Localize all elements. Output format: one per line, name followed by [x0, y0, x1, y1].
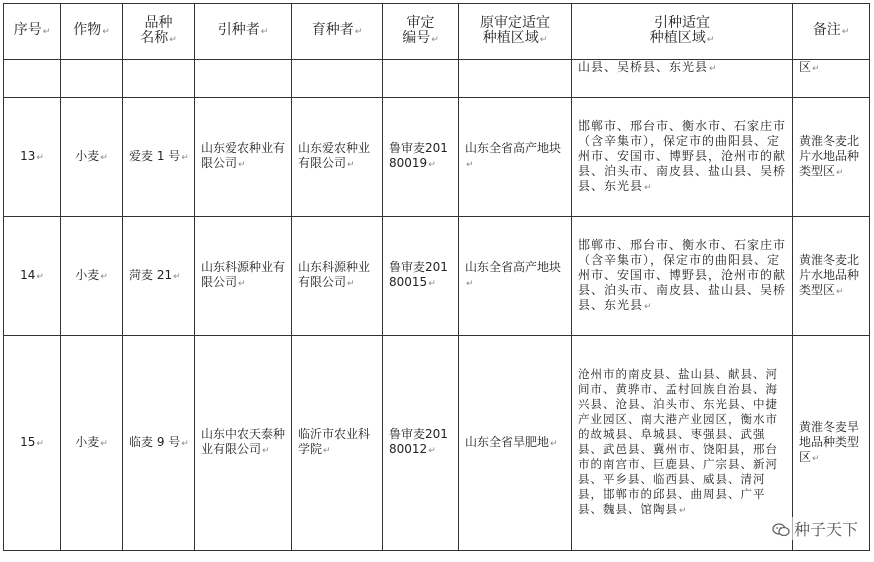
- watermark-text: 种子天下: [793, 520, 858, 539]
- header-reg-no: 审定 编号↵: [383, 4, 459, 60]
- header-note: 备注↵: [793, 4, 870, 60]
- header-introducer: 引种者↵: [195, 4, 292, 60]
- cell-breeder: 山东爱农种业有限公司↵: [292, 98, 383, 217]
- cell-no: 13↵: [4, 98, 61, 217]
- cell-orig-region: 山东全省高产地块↵: [459, 217, 572, 336]
- table-row: [4, 336, 870, 551]
- cell-orig-region: 山东全省旱肥地↵: [459, 336, 572, 551]
- cell-variety: 临麦 9 号↵: [123, 336, 195, 551]
- header-variety: 品种 名称↵: [123, 4, 195, 60]
- cell-note: 黄淮冬麦北片水地品种类型区↵: [793, 98, 870, 217]
- cell-no: 14↵: [4, 217, 61, 336]
- cell-empty: [195, 60, 292, 98]
- cell-intro-region: 沧州市的南皮县、盐山县、献县、河间市、黄骅市、孟村回族自治县、海兴县、沧县、泊头市、东光县、中捷产业园区、南大港产业园区，衡水市的故城县、阜城县、枣强县、武强县、武邑县、冀州市、饶阳县，邢台市的南宫市、巨鹿县、广宗县、新河县、平乡县、临西县、威县、清河县，邯郸市的邱县、曲周县、广平县、魏县、馆陶县↵: [572, 336, 793, 551]
- cell-empty: [292, 60, 383, 98]
- cell-empty: [4, 60, 61, 98]
- header-breeder: 育种者↵: [292, 4, 383, 60]
- cell-variety: 爱麦 1 号↵: [123, 98, 195, 217]
- cell-note-tail: 区↵: [793, 60, 870, 98]
- cell-reg-no: 鲁审麦20180012↵: [383, 336, 459, 551]
- cell-orig-region: 山东全省高产地块↵: [459, 98, 572, 217]
- table-row: [4, 98, 870, 217]
- cell-reg-no: 鲁审麦20180015↵: [383, 217, 459, 336]
- cell-note: 黄淮冬麦旱地品种类型区↵: [793, 336, 870, 551]
- wechat-icon: [772, 522, 790, 536]
- cell-crop: 小麦↵: [61, 217, 123, 336]
- cell-breeder: 临沂市农业科学院↵: [292, 336, 383, 551]
- cell-crop: 小麦↵: [61, 98, 123, 217]
- cell-no: 15↵: [4, 336, 61, 551]
- cell-introducer: 山东科源种业有限公司↵: [195, 217, 292, 336]
- cell-reg-no: 鲁审麦20180019↵: [383, 98, 459, 217]
- cell-empty: [383, 60, 459, 98]
- cell-variety: 菏麦 21↵: [123, 217, 195, 336]
- cell-empty: [123, 60, 195, 98]
- table-row-partial: [4, 60, 870, 98]
- variety-registration-table: [3, 3, 870, 551]
- cell-introducer: 山东爱农种业有限公司↵: [195, 98, 292, 217]
- header-intro-region: 引种适宜 种植区域↵: [572, 4, 793, 60]
- header-crop: 作物↵: [61, 4, 123, 60]
- cell-empty: [61, 60, 123, 98]
- cell-intro-region-tail: 山县、吴桥县、东光县↵: [572, 60, 793, 98]
- header-row: [4, 4, 870, 60]
- cell-empty: [459, 60, 572, 98]
- cell-intro-region: 邯郸市、邢台市、衡水市、石家庄市（含辛集市），保定市的曲阳县、定州市、安国市、博野县，沧州市的献县、泊头市、南皮县、盐山县、吴桥县、东光县↵: [572, 98, 793, 217]
- watermark: [772, 517, 858, 540]
- cell-intro-region: 邯郸市、邢台市、衡水市、石家庄市（含辛集市），保定市的曲阳县、定州市、安国市、博野县，沧州市的献县、泊头市、南皮县、盐山县、吴桥县、东光县↵: [572, 217, 793, 336]
- cell-introducer: 山东中农天泰种业有限公司↵: [195, 336, 292, 551]
- header-orig-region: 原审定适宜 种植区域↵: [459, 4, 572, 60]
- cell-note: 黄淮冬麦北片水地品种类型区↵: [793, 217, 870, 336]
- table-row: [4, 217, 870, 336]
- header-no: 序号↵: [4, 4, 61, 60]
- cell-breeder: 山东科源种业有限公司↵: [292, 217, 383, 336]
- cell-crop: 小麦↵: [61, 336, 123, 551]
